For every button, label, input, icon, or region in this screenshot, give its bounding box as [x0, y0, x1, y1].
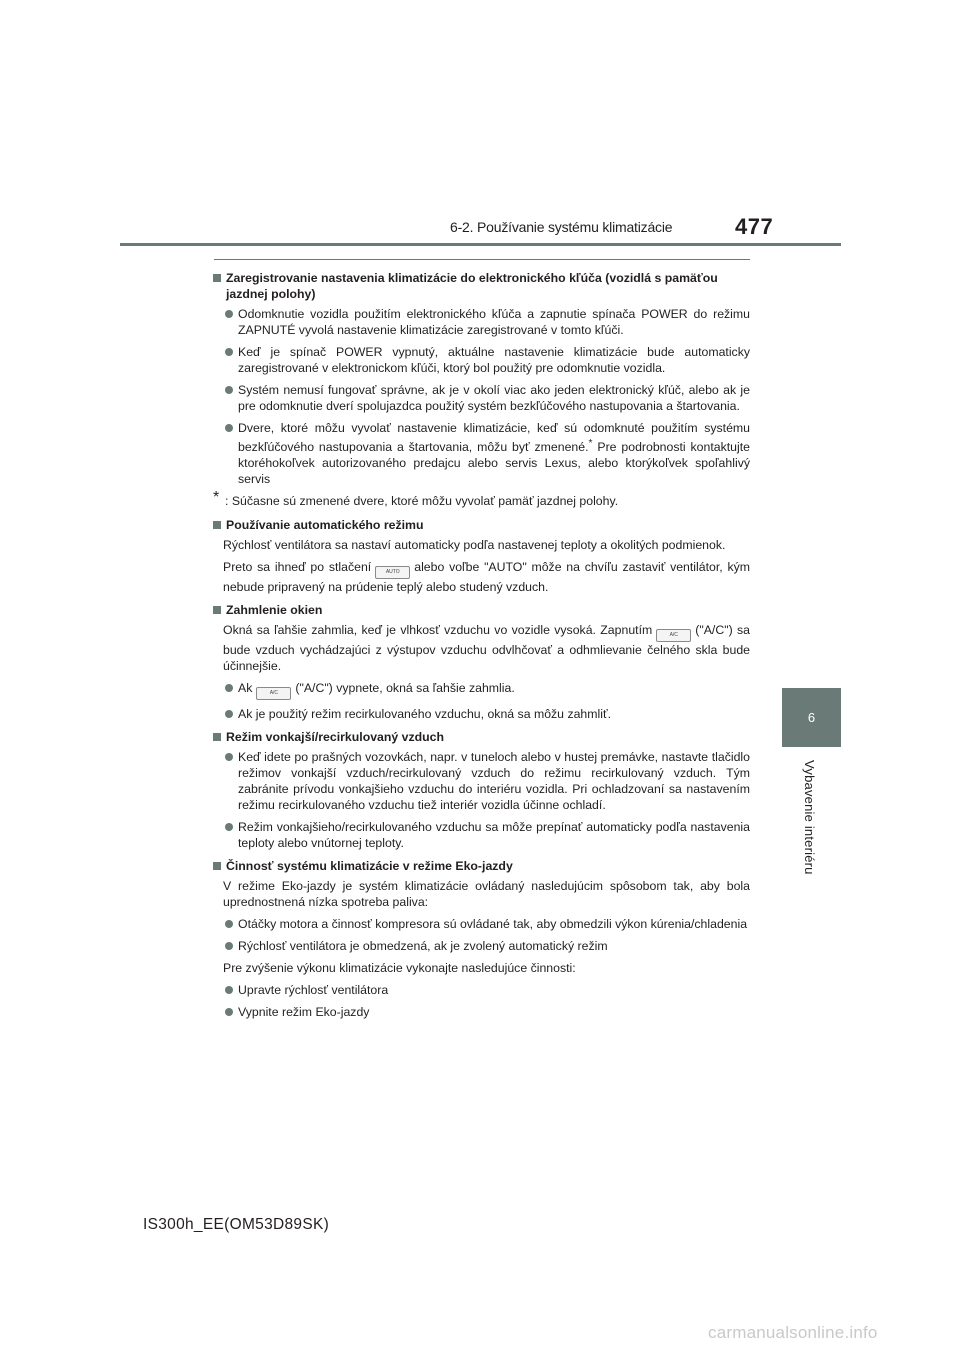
list-item: Systém nemusí fungovať správne, ak je v okolí viac ako jeden elektronický kľúč, alebo ak je pre odomknutie dverí spolujazdca použitý systém bezkľúčového nastupovania a štartovania. [213, 382, 750, 414]
square-bullet-icon [213, 521, 221, 529]
list-item: Keď idete po prašných vozovkách, napr. v tuneloch alebo v hustej premávke, nastavte tlačidlo režimov vonkajší vzduch/recirkulovaný vzduch do režimu recirkulovaný vzduch. Tým zabránite prívodu vonkajšieho vzduchu do interiéru vozidla. Pri ochladzovaní sa nastavením režimu recirkulovaného vzduchu tiež interiér vozidla účinne ochladí. [213, 749, 750, 813]
round-bullet-icon [225, 424, 233, 432]
section-registration [213, 270, 750, 509]
paragraph: Preto sa ihneď po stlačení AUTO alebo voľbe "AUTO" môže na chvíľu zastaviť ventilátor, kým nebude pripravený na prúdenie teplý alebo studený vzduch. [223, 560, 750, 595]
watermark[interactable]: carmanualsonline.info [708, 1323, 878, 1342]
auto-button-icon: AUTO [375, 566, 410, 579]
list-item: Otáčky motora a činnosť kompresora sú ovládané tak, aby obmedzili výkon kúrenia/chladenia [213, 916, 750, 932]
footnote: * : Súčasne sú zmenené dvere, ktoré môžu vyvolať pamäť jazdnej polohy. [213, 489, 619, 509]
chapter-tab[interactable] [782, 688, 841, 747]
square-bullet-icon [213, 606, 221, 614]
section-auto-mode [213, 517, 750, 595]
section-title: Používanie automatického režimu [213, 517, 750, 533]
list-item: Ak je použitý režim recirkulovaného vzduchu, okná sa môžu zahmliť. [213, 706, 750, 722]
round-bullet-icon [225, 920, 233, 928]
round-bullet-icon [225, 684, 233, 692]
ac-button-icon: A/C [256, 687, 291, 700]
chapter-title: Vybavenie interiéru [802, 760, 817, 875]
content-divider [214, 259, 750, 260]
list-item: Ak A/C ("A/C") vypnete, okná sa ľahšie zahmlia. [213, 680, 750, 700]
section-title: Činnosť systému klimatizácie v režime Eko-jazdy [213, 858, 750, 874]
list-item: Dvere, ktoré môžu vyvolať nastavenie klimatizácie, keď sú odomknuté použitím systému bezkľúčového nastupovania a štartovania, môžu byť zmenené.* Pre podrobnosti kontaktujte ktoréhokoľvek autorizovaného predajcu alebo servis Lexus, alebo ktorýkoľvek spoľahlivý servis [213, 420, 750, 487]
page-content [213, 270, 750, 1027]
list-item: Upravte rýchlosť ventilátora [213, 982, 750, 998]
chapter-number: 6 [807, 710, 816, 725]
square-bullet-icon [213, 733, 221, 741]
paragraph: Rýchlosť ventilátora sa nastaví automaticky podľa nastavenej teploty a okolitých podmienok. [223, 538, 726, 553]
list-item: Odomknutie vozidla použitím elektronického kľúča a zapnutie spínača POWER do režimu ZAPNUTÉ vyvolá nastavenie klimatizácie zaregistrované v tomto kľúči. [213, 306, 750, 338]
paragraph: Pre zvýšenie výkonu klimatizácie vykonajte nasledujúce činnosti: [223, 961, 576, 976]
list-item: Keď je spínač POWER vypnutý, aktuálne nastavenie klimatizácie bude automaticky zaregistrované v elektronickom kľúči, ktorý bol použitý pre odomknutie vozidla. [213, 344, 750, 376]
round-bullet-icon [225, 348, 233, 356]
section-eco-mode [213, 858, 750, 1020]
round-bullet-icon [225, 823, 233, 831]
footnote-marker: * [213, 489, 220, 507]
square-bullet-icon [213, 862, 221, 870]
ac-button-icon: A/C [656, 629, 691, 642]
paragraph: V režime Eko-jazdy je systém klimatizácie ovládaný nasledujúcim spôsobom tak, aby bola uprednostnená nízka spotreba paliva: [223, 879, 750, 910]
round-bullet-icon [225, 1008, 233, 1016]
list-item: Rýchlosť ventilátora je obmedzená, ak je zvolený automatický režim [213, 938, 750, 954]
round-bullet-icon [225, 986, 233, 994]
round-bullet-icon [225, 753, 233, 761]
round-bullet-icon [225, 710, 233, 718]
list-item: Režim vonkajšieho/recirkulovaného vzduchu sa môže prepínať automaticky podľa nastavenia teploty alebo vnútornej teploty. [213, 819, 750, 851]
header-divider [120, 243, 841, 246]
section-title: Režim vonkajší/recirkulovaný vzduch [213, 729, 750, 745]
round-bullet-icon [225, 942, 233, 950]
model-code: IS300h_EE(OM53D89SK) [143, 1216, 330, 1233]
round-bullet-icon [225, 386, 233, 394]
section-air-mode [213, 729, 750, 851]
page-number: 477 [735, 214, 774, 239]
paragraph: Okná sa ľahšie zahmlia, keď je vlhkosť vzduchu vo vozidle vysoká. Zapnutím A/C ("A/C") sa bude vzduch vychádzajúci z výstupov vzduchu odvlhčovať a odhmlievanie čelného skla bude účinnejšie. [223, 623, 751, 674]
section-title: Zaregistrovanie nastavenia klimatizácie do elektronického kľúča (vozidlá s pamäťou jazdnej polohy) [213, 270, 750, 302]
section-fogging [213, 602, 750, 722]
section-header-title: 6-2. Používanie systému klimatizácie [450, 219, 673, 235]
list-item: Vypnite režim Eko-jazdy [213, 1004, 750, 1020]
round-bullet-icon [225, 310, 233, 318]
footnote-reference: * [588, 438, 593, 449]
square-bullet-icon [213, 274, 221, 282]
section-title: Zahmlenie okien [213, 602, 750, 618]
